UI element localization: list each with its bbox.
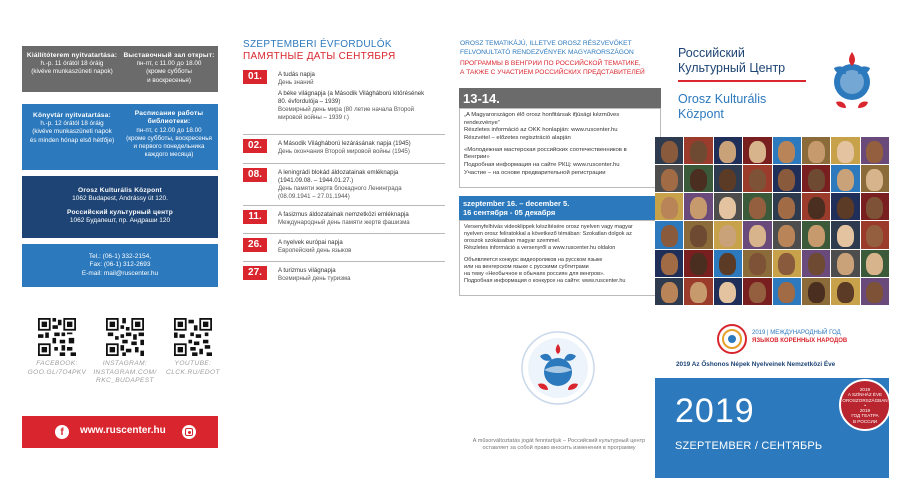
intro-line: А ТАКЖЕ С УЧАСТИЕМ РОССИЙСКИХ ПРЕДСТАВИТЕЛЕЙ — [460, 68, 645, 76]
face-shape — [749, 197, 766, 219]
face-shape — [719, 141, 736, 163]
face-shape — [661, 282, 678, 304]
portrait-photo-tile — [743, 137, 771, 164]
program-line: «Молодежная мастерская российских соотечественников в — [464, 146, 627, 153]
event-line: мировой войны – 1939 г.) — [278, 113, 349, 121]
cover-title-line: Orosz Kulturális — [678, 92, 767, 106]
qr-caption-line[interactable]: RKC_BUDAPEST — [96, 377, 154, 385]
indigenous-languages-year-caption: 2019 Az Őshonos Népek Nyelveinek Nemzetközi Éve — [676, 361, 836, 368]
program-line[interactable]: Подробная информация о конкурсе на сайте: www.ruscenter.hu — [464, 277, 626, 284]
event-text — [278, 239, 448, 255]
face-shape — [778, 197, 795, 219]
library-hours-ru-line: и первого понедельника — [133, 142, 205, 150]
program-line: Объявляется конкурс видеороликов на русском языке — [464, 256, 603, 263]
portrait-photo-tile — [802, 193, 830, 220]
portrait-photo-tile — [714, 250, 742, 277]
intro-line: ПРОГРАММЫ В ВЕНГРИИ ПО РОССИЙСКОЙ ТЕМАТИКЕ, — [460, 60, 641, 67]
portrait-photo-tile — [773, 165, 801, 192]
face-shape — [690, 197, 707, 219]
face-shape — [866, 169, 883, 191]
gallery-hours-ru-title: Выставочный зал открыт: — [123, 52, 215, 59]
event-text — [278, 71, 448, 122]
face-shape — [719, 197, 736, 219]
cover-date-block — [655, 378, 889, 478]
face-shape — [690, 225, 707, 247]
portrait-photo-tile — [861, 137, 889, 164]
badge-line: OROSZORSZÁGBAN — [842, 397, 888, 403]
event-line: A nyelvek európai napja — [278, 239, 343, 246]
gallery-hours-ru-line: и воскресенья) — [147, 76, 191, 84]
face-shape — [690, 141, 707, 163]
address-box — [22, 176, 218, 238]
portrait-photo-tile — [773, 221, 801, 248]
face-shape — [690, 253, 707, 275]
anniversaries-title-hu: SZEPTEMBERI ÉVFORDULÓK — [243, 39, 392, 50]
portrait-photo-tile — [743, 250, 771, 277]
gallery-hours-hu — [26, 52, 118, 77]
copyright-line: A műsorváltoztatás jogát fenntartjuk – Российский культурный центр — [472, 438, 646, 444]
portrait-photo-tile — [655, 250, 683, 277]
gallery-hours-hu-line: (kivéve munkaszüneti napok) — [31, 68, 113, 76]
qr-caption-line: INSTAGRAM: — [102, 360, 148, 367]
face-shape — [837, 225, 854, 247]
face-shape — [808, 197, 825, 219]
portrait-photo-tile — [773, 193, 801, 220]
library-hours-ru — [122, 110, 216, 159]
portrait-photo-tile — [861, 221, 889, 248]
library-hours-hu-line: (kivéve munkaszüneti napok — [32, 128, 112, 136]
portrait-photo-tile — [655, 137, 683, 164]
event-line: Всемирный день мира (80 летие начала Второй — [278, 105, 415, 113]
face-shape — [837, 197, 854, 219]
instagram-qr-caption — [90, 360, 160, 386]
portrait-photo-tile — [773, 137, 801, 164]
cover-logo — [828, 48, 876, 112]
programs-intro-hu — [460, 40, 634, 57]
event-line: Всемирный день туризма — [278, 274, 351, 282]
program-block-2 — [459, 196, 661, 296]
badge-line: В РОССИИ — [852, 418, 878, 424]
program-line: Венгрии» — [464, 154, 490, 161]
program-line: или на венгерском языке с русскими субтитрами — [464, 263, 589, 270]
library-hours-hu-line: h.-p. 12 órától 18 óráig — [40, 120, 104, 128]
qr-caption-line: YOUTUBE: — [174, 360, 212, 367]
instagram-icon[interactable] — [182, 425, 196, 439]
portrait-photo-tile — [831, 165, 859, 192]
program-line: rendezvénye” — [464, 119, 500, 126]
cover-title-line: Központ — [678, 107, 724, 121]
library-hours-ru-line: (кроме субботы, воскресенья — [126, 134, 212, 142]
event-line: День знаний — [278, 78, 314, 86]
cover-divider — [678, 80, 806, 82]
badge-line: • — [864, 402, 866, 408]
program-line: Részvétel – előzetes regisztráció alapján — [464, 135, 571, 142]
gallery-hours-hu-title: Kiállítóterem nyitvatartása: — [26, 52, 118, 59]
event-text — [278, 169, 448, 201]
copyright-line: оставляет за собой право вносить изменения в программу — [482, 445, 636, 452]
contact-box — [22, 244, 218, 287]
intro-line: FELVONULTATÓ RENDEZVÉNYEK MAGYARORSZÁGON — [460, 48, 634, 56]
face-shape — [778, 141, 795, 163]
portrait-photo-tile — [861, 165, 889, 192]
gallery-hours-ru — [122, 52, 216, 85]
face-shape — [749, 253, 766, 275]
event-line: Международный день памяти жертв фашизма — [278, 218, 410, 226]
portrait-photo-tile — [655, 221, 683, 248]
portrait-photo-tile — [861, 250, 889, 277]
badge-line: ГОД ТЕАТРА — [851, 413, 879, 419]
program-block-1 — [459, 88, 661, 188]
event-line: 80. évfordulója – 1939) — [278, 97, 341, 105]
program-2-date-hu: szeptember 16. – december 5. — [463, 199, 570, 208]
program-line[interactable]: Részletes információ az OKK honlapján: www.ruscenter.hu — [464, 127, 618, 134]
address-ru-line: 1062 Будапешт, пр. Андраши 120 — [69, 217, 171, 225]
portrait-photo-tile — [743, 278, 771, 305]
event-separator — [243, 233, 445, 234]
library-hours-hu-line: és minden hónap első hétfője) — [29, 136, 115, 144]
portrait-photo-tile — [714, 278, 742, 305]
badge-line: A SZÍNHÁZ ÉVE — [847, 392, 883, 398]
face-shape — [719, 253, 736, 275]
event-line: A tudás napja — [278, 71, 315, 78]
event-line: (1941.09.08. – 1944.01.27.) — [278, 176, 354, 184]
portrait-photo-tile — [743, 221, 771, 248]
portrait-photo-tile — [831, 250, 859, 277]
program-2-date-ru: 16 сентября - 05 декабря — [463, 208, 556, 218]
indigenous-languages-year-emblem — [716, 323, 748, 355]
address-ru-title: Российский культурный центр — [67, 208, 173, 216]
face-shape — [719, 169, 736, 191]
cover-big-year: 2019 — [675, 392, 755, 430]
event-line: A Második Világháború lezárásának napja (1945) — [278, 140, 411, 147]
face-shape — [719, 225, 736, 247]
address-hu-line: 1062 Budapest, Andrássy út 120. — [72, 195, 168, 203]
program-line: на тему «Необычное в обычаях россиян для венгров». — [464, 270, 605, 277]
face-shape — [690, 169, 707, 191]
theatre-year-badge — [839, 379, 891, 431]
portrait-photo-tile — [743, 193, 771, 220]
portrait-photo-tile — [831, 137, 859, 164]
portrait-photo-tile — [714, 221, 742, 248]
contact-fax: Fax: (06-1) 312-2693 — [89, 261, 151, 269]
face-shape — [866, 225, 883, 247]
face-shape — [778, 225, 795, 247]
gallery-hours-box — [22, 46, 218, 92]
portrait-photo-tile — [714, 193, 742, 220]
badge-line: 2019 — [859, 408, 871, 414]
face-shape — [778, 253, 795, 275]
event-separator — [243, 205, 445, 206]
portrait-photo-tile — [802, 165, 830, 192]
face-shape — [749, 169, 766, 191]
program-line[interactable]: Részletes információ a versenyről a www.ruscenter.hu oldalon — [464, 245, 616, 252]
cover-title-ru — [678, 46, 785, 76]
event-day-badge: 02. — [243, 139, 267, 153]
face-shape — [661, 197, 678, 219]
cover-title-line: Культурный Центр — [678, 61, 786, 75]
library-hours-ru-line: пн-пт, с 12.00 до 18.00 — [136, 126, 202, 134]
indigenous-languages-year-label — [752, 330, 847, 346]
face-shape — [719, 282, 736, 304]
instagram-qr-code[interactable] — [106, 318, 144, 356]
library-hours-hu-title: Könyvtár nyitvatartása: — [33, 112, 111, 119]
qr-caption-line[interactable]: CLCK.RU/EDOT — [166, 368, 220, 376]
russian-cultural-center-logo — [520, 330, 596, 406]
portrait-photo-tile — [861, 193, 889, 220]
youtube-qr-caption — [158, 360, 228, 377]
face-shape — [866, 253, 883, 275]
face-shape — [837, 169, 854, 191]
program-2-text — [459, 220, 661, 296]
facebook-qr-code[interactable] — [38, 318, 76, 356]
portrait-photo-tile — [655, 165, 683, 192]
qr-caption-line[interactable]: GOO.GL/7O4PKV — [27, 368, 87, 376]
face-shape — [808, 253, 825, 275]
event-day-badge: 27. — [243, 266, 267, 280]
badge-line: 2019 — [859, 387, 871, 392]
face-shape — [749, 225, 766, 247]
event-text — [278, 140, 448, 156]
program-line: Versenyfelhívás videoklippek készítésére orosz nyelven vagy magyar — [464, 224, 633, 230]
portrait-photo-tile — [802, 137, 830, 164]
face-shape — [808, 141, 825, 163]
event-line: День окончания Второй мировой войны (1945) — [278, 147, 410, 155]
faces-photo-mosaic — [655, 137, 889, 305]
event-separator — [243, 163, 445, 164]
intro-line: OROSZ TEMATIKÁJÚ, ILLETVE OROSZ RÉSZVEVŐKET — [460, 40, 632, 47]
portrait-photo-tile — [773, 278, 801, 305]
program-line[interactable]: Подробная информация на сайте РКЦ: www.ruscenter.hu — [464, 162, 620, 169]
program-1-text — [459, 108, 661, 188]
event-line: День памяти жертв блокадного Ленинграда — [278, 184, 402, 192]
library-hours-hu — [26, 112, 118, 145]
face-shape — [661, 225, 678, 247]
face-shape — [749, 141, 766, 163]
event-day-badge: 08. — [243, 168, 267, 182]
year-logo-line: 2019 | МЕЖДУНАРОДНЫЙ ГОД — [752, 330, 841, 336]
event-line: A turizmus világnapja — [278, 267, 336, 274]
portrait-photo-tile — [802, 250, 830, 277]
cover-title-hu — [678, 92, 766, 122]
anniversaries-title-ru: ПАМЯТНЫЕ ДАТЫ СЕНТЯБРЯ — [243, 51, 396, 62]
face-shape — [866, 141, 883, 163]
face-shape — [837, 141, 854, 163]
face-shape — [837, 282, 854, 304]
portrait-photo-tile — [684, 137, 712, 164]
program-line: oroszok szokásaiban magyar szemmel. — [464, 238, 561, 245]
library-hours-ru-line: каждого месяца) — [144, 151, 194, 159]
event-line: A béke világnapja (a Második Világháború kitörésének — [278, 89, 425, 97]
event-separator — [243, 134, 445, 135]
portrait-photo-tile — [743, 165, 771, 192]
address-hu-title: Orosz Kulturális Központ — [78, 187, 162, 194]
library-hours-box — [22, 104, 218, 170]
face-shape — [661, 253, 678, 275]
program-2-date — [463, 199, 569, 218]
face-shape — [808, 282, 825, 304]
qr-caption-line[interactable]: INSTAGRAM.COM/ — [93, 368, 157, 376]
event-day-badge: 01. — [243, 70, 267, 84]
event-day-badge: 11. — [243, 210, 267, 224]
face-shape — [866, 197, 883, 219]
contact-phone: Tel.: (06-1) 332-2154, — [88, 253, 152, 260]
face-shape — [778, 169, 795, 191]
event-line: (08.09.1941 – 27.01.1944) — [278, 192, 350, 200]
face-shape — [866, 282, 883, 304]
face-shape — [837, 253, 854, 275]
program-1-date: 13-14. — [463, 91, 500, 106]
event-text — [278, 267, 448, 283]
library-hours-ru-title: Расписание работы библиотеки: — [134, 110, 204, 126]
facebook-qr-caption — [22, 360, 92, 377]
qr-caption-line: FACEBOOK: — [36, 360, 78, 367]
portrait-photo-tile — [831, 221, 859, 248]
youtube-qr-code[interactable] — [174, 318, 212, 356]
event-line: A fasizmus áldozatainak nemzetközi emléknapja — [278, 211, 409, 218]
event-line: A leningrádi blokád áldozatainak emléknapja — [278, 169, 399, 176]
facebook-icon[interactable]: f — [55, 425, 69, 439]
portrait-photo-tile — [773, 250, 801, 277]
portrait-photo-tile — [684, 165, 712, 192]
year-logo-line: ЯЗЫКОВ КОРЕННЫХ НАРОДОВ — [752, 337, 848, 344]
programs-intro-ru — [460, 60, 645, 77]
face-shape — [749, 282, 766, 304]
gallery-hours-hu-line: h.-p. 11 órától 18 óráig — [40, 60, 104, 68]
portrait-photo-tile — [684, 193, 712, 220]
portrait-photo-tile — [684, 221, 712, 248]
face-shape — [690, 282, 707, 304]
gallery-hours-ru-line: (кроме субботы — [146, 68, 192, 76]
event-day-badge: 26. — [243, 238, 267, 252]
copyright-note — [450, 438, 668, 453]
gallery-hours-ru-line: пн-пт, с 11.00 до 18.00 — [136, 60, 202, 68]
face-shape — [661, 141, 678, 163]
portrait-photo-tile — [684, 278, 712, 305]
event-separator — [243, 261, 445, 262]
cover-month: SZEPTEMBER / СЕНТЯБРЬ — [675, 440, 823, 452]
portrait-photo-tile — [655, 278, 683, 305]
face-shape — [778, 282, 795, 304]
event-text — [278, 211, 448, 227]
portrait-photo-tile — [802, 278, 830, 305]
face-shape — [808, 169, 825, 191]
portrait-photo-tile — [714, 165, 742, 192]
program-line: „A Magyarországon élő orosz honfitársak ifjúsági kézműves — [464, 112, 620, 118]
face-shape — [661, 169, 678, 191]
program-line: nyelven orosz feliratokkal a következő témában: Szokatlan dolgok az — [464, 231, 632, 238]
portrait-photo-tile — [714, 137, 742, 164]
cover-title-line: Российский — [678, 46, 745, 60]
program-line: Участие – на основе предварительной регистрации — [464, 169, 606, 176]
portrait-photo-tile — [655, 193, 683, 220]
face-shape — [808, 225, 825, 247]
portrait-photo-tile — [831, 193, 859, 220]
event-line: Европейский день языков — [278, 246, 352, 254]
portrait-photo-tile — [684, 250, 712, 277]
contact-email[interactable]: E-mail: mail@ruscenter.hu — [81, 269, 159, 277]
portrait-photo-tile — [831, 278, 859, 305]
portrait-photo-tile — [861, 278, 889, 305]
portrait-photo-tile — [802, 221, 830, 248]
website-bar[interactable] — [22, 416, 218, 448]
website-label[interactable]: www.ruscenter.hu — [80, 425, 166, 436]
